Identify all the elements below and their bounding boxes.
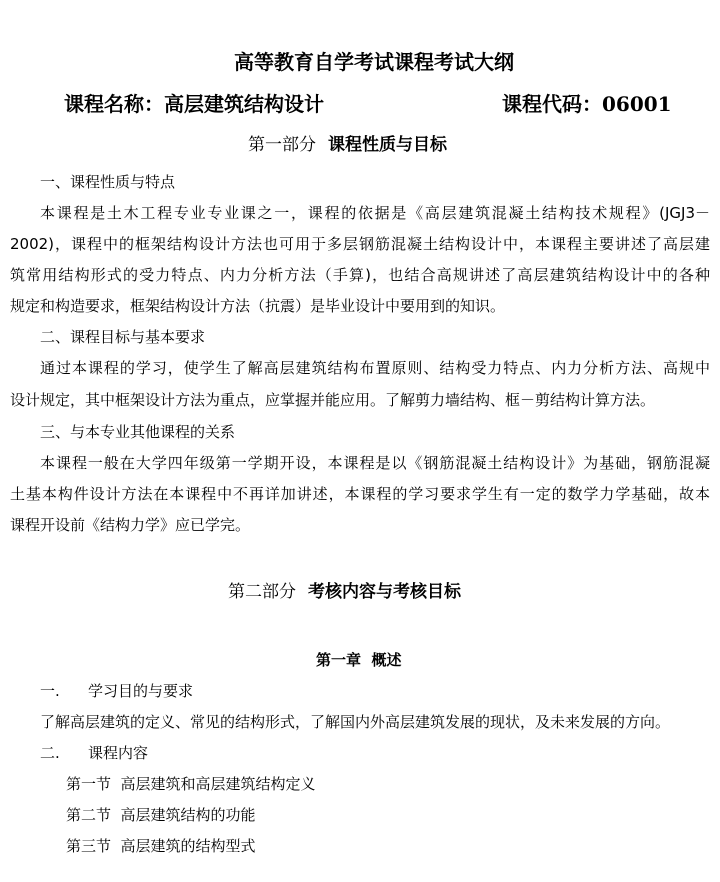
chapter1-section-2: 第二节 高层建筑结构的功能 [66,806,256,824]
chapter1-item1-text: 了解高层建筑的定义、常见的结构形式，了解国内外高层建筑发展的现状，及未来发展的方向。 [40,713,671,731]
section3-title: 三、与本专业其他课程的关系 [40,423,236,441]
section2-line-1: 通过本课程的学习，使学生了解高层建筑结构布置原则、结构受力特点、内力分析方法、高规中 [40,359,710,377]
chapter1-item2-title: 课程内容 [88,744,149,762]
part2-heading-text: 考核内容与考核目标 [308,582,461,602]
section3-line-3: 课程开设前《结构力学》应已学完。 [10,516,251,534]
part2-heading-number: 第二部分 [228,582,296,602]
section1-line-2: 2002)，课程中的框架结构设计方法也可用于多层钢筋混凝土结构设计中，本课程主要讲述了高层建 [10,235,710,253]
chapter1-item1-number: 一. [40,682,60,700]
course-code: 课程代码：06001 [502,92,672,116]
chapter1-title: 第一章 概述 [316,651,402,669]
section3-line-1: 本课程一般在大学四年级第一学期开设，本课程是以《钢筋混凝土结构设计》为基础，钢筋混凝 [40,454,710,472]
part2-heading [228,580,461,604]
chapter1-item1-title: 学习目的与要求 [88,682,194,700]
section2-title: 二、课程目标与基本要求 [40,328,206,346]
chapter1-item2-number: 二. [40,744,60,762]
chapter1-section-3: 第三节 高层建筑的结构型式 [66,837,256,855]
section1-line-1: 本课程是土木工程专业专业课之一，课程的依据是《高层建筑混凝土结构技术规程》(JGJ3－ [40,204,710,222]
part1-heading [248,133,447,157]
document-title: 高等教育自学考试课程考试大纲 [234,50,514,74]
section1-line-3: 筑常用结构形式的受力特点、内力分析方法（手算)，也结合高规讲述了高层建筑结构设计中的各种 [10,266,710,284]
part1-heading-text: 课程性质与目标 [328,135,447,155]
chapter1-section-1: 第一节 高层建筑和高层建筑结构定义 [66,775,316,793]
course-name: 课程名称：高层建筑结构设计 [64,92,324,116]
section2-line-2: 设计规定，其中框架设计方法为重点，应掌握并能应用。了解剪力墙结构、框－剪结构计算方法。 [10,391,656,409]
part1-heading-number: 第一部分 [248,135,316,155]
section1-line-4: 规定和构造要求，框架结构设计方法（抗震）是毕业设计中要用到的知识。 [10,297,506,315]
section3-line-2: 土基本构件设计方法在本课程中不再详加讲述，本课程的学习要求学生有一定的数学力学基础，故本 [10,485,710,503]
section1-title: 一、课程性质与特点 [40,173,176,191]
